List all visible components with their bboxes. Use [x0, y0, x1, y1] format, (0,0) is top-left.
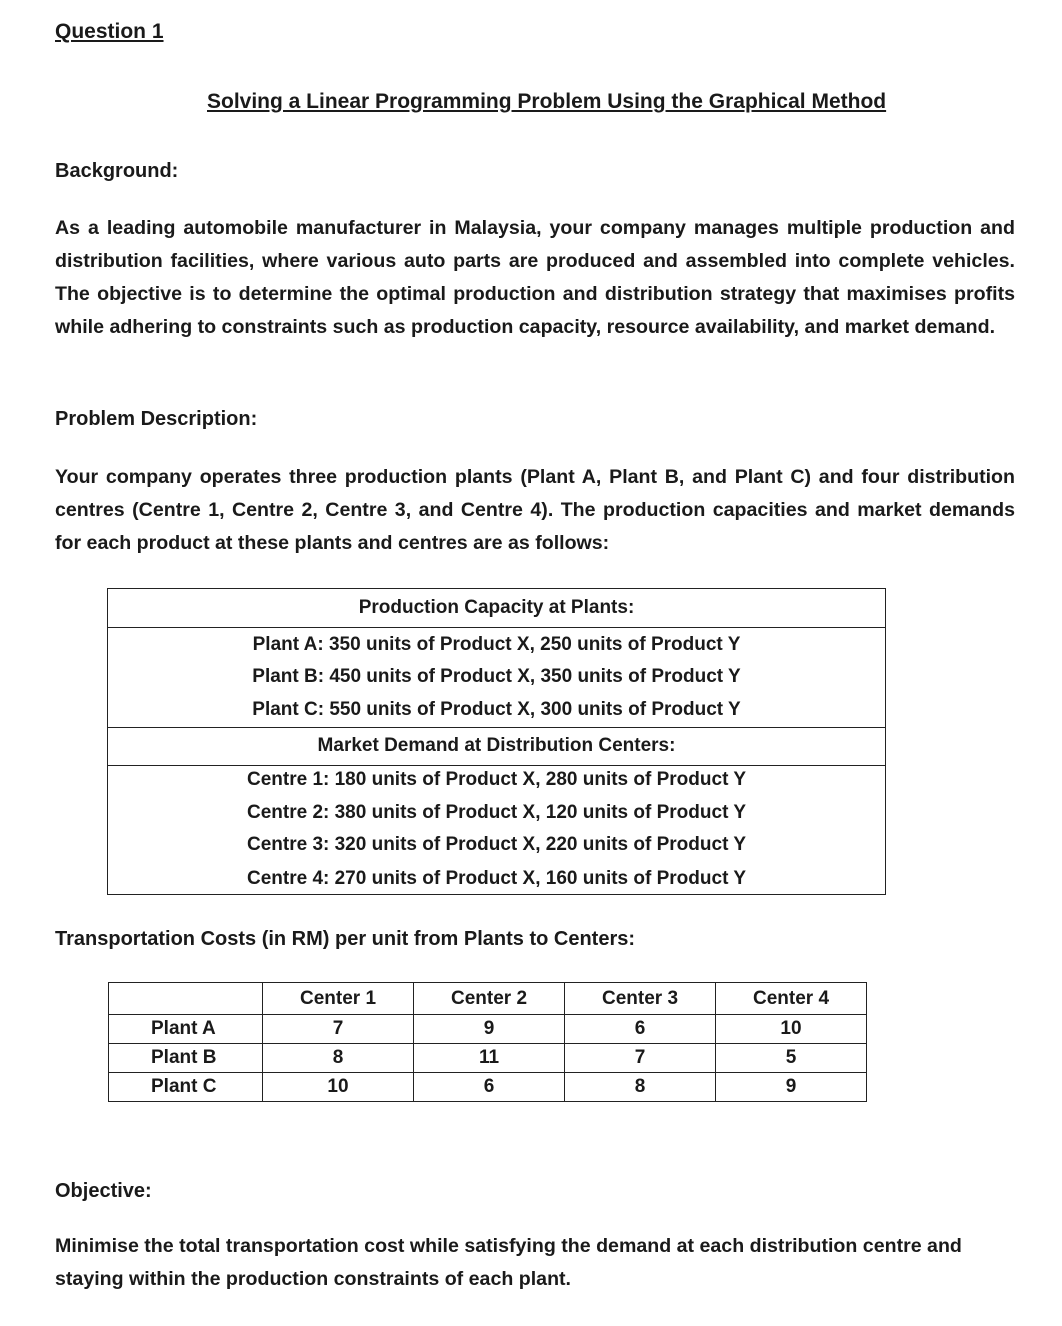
document-title: Solving a Linear Programming Problem Using the Graphical Method [207, 90, 887, 113]
demand-line: Centre 4: 270 units of Product X, 160 units of Product Y [246, 868, 747, 889]
row-header: Plant C [109, 1073, 263, 1102]
cost-cell: 7 [565, 1044, 716, 1073]
row-header: Plant B [109, 1044, 263, 1073]
demand-line: Centre 3: 320 units of Product X, 220 units of Product Y [246, 834, 747, 855]
column-header: Center 2 [414, 983, 565, 1015]
table-header-row [109, 983, 867, 1015]
box-divider [108, 727, 885, 728]
background-text: As a leading automobile manufacturer in Malaysia, your company manages multiple production and distribution facilities, where various auto parts are produced and assembled into complete vehicles. The objective is to determine the optimal production and distribution strategy that maximises profits while adhering to constraints such as production capacity, resource availability, and market demand. [55, 217, 1015, 338]
column-header: Center 1 [263, 983, 414, 1015]
cost-cell: 10 [716, 1015, 867, 1044]
box-divider [108, 627, 885, 628]
column-header: Center 3 [565, 983, 716, 1015]
problem-text: Your company operates three production plants (Plant A, Plant B, and Plant C) and four distribution centres (Centre 1, Centre 2, Centre 3, and Centre 4). The production capacities and market demands for each product at these plants and centres are as follows: [55, 466, 1015, 554]
capacity-demand-box [107, 588, 886, 895]
question-label: Question 1 [55, 20, 164, 43]
capacity-line: Plant A: 350 units of Product X, 250 units of Product Y [252, 634, 741, 655]
problem-heading: Problem Description: [55, 408, 258, 430]
background-heading: Background: [55, 160, 179, 182]
costs-heading: Transportation Costs (in RM) per unit from Plants to Centers: [55, 928, 636, 950]
cost-cell: 6 [414, 1073, 565, 1102]
cost-cell: 5 [716, 1044, 867, 1073]
cost-cell: 9 [414, 1015, 565, 1044]
objective-text: Minimise the total transportation cost while satisfying the demand at each distribution centre and staying within the production constraints of each plant. [55, 1235, 962, 1290]
row-header: Plant A [109, 1015, 263, 1044]
box-divider [108, 765, 885, 766]
cost-cell: 8 [263, 1044, 414, 1073]
cost-cell: 8 [565, 1073, 716, 1102]
demand-line: Centre 1: 180 units of Product X, 280 units of Product Y [246, 769, 747, 790]
table-row [109, 1015, 867, 1044]
cost-cell: 6 [565, 1015, 716, 1044]
table-corner-cell [109, 983, 263, 1015]
capacity-line: Plant B: 450 units of Product X, 350 units of Product Y [252, 666, 741, 687]
transport-cost-table [108, 982, 867, 1102]
demand-heading: Market Demand at Distribution Centers: [317, 735, 676, 756]
objective-heading: Objective: [55, 1180, 152, 1202]
cost-cell: 10 [263, 1073, 414, 1102]
cost-cell: 9 [716, 1073, 867, 1102]
table-row [109, 1044, 867, 1073]
table-row [109, 1073, 867, 1102]
column-header: Center 4 [716, 983, 867, 1015]
demand-line: Centre 2: 380 units of Product X, 120 units of Product Y [246, 802, 747, 823]
cost-cell: 11 [414, 1044, 565, 1073]
capacity-heading: Production Capacity at Plants: [358, 597, 635, 618]
capacity-line: Plant C: 550 units of Product X, 300 units of Product Y [252, 699, 741, 720]
cost-cell: 7 [263, 1015, 414, 1044]
